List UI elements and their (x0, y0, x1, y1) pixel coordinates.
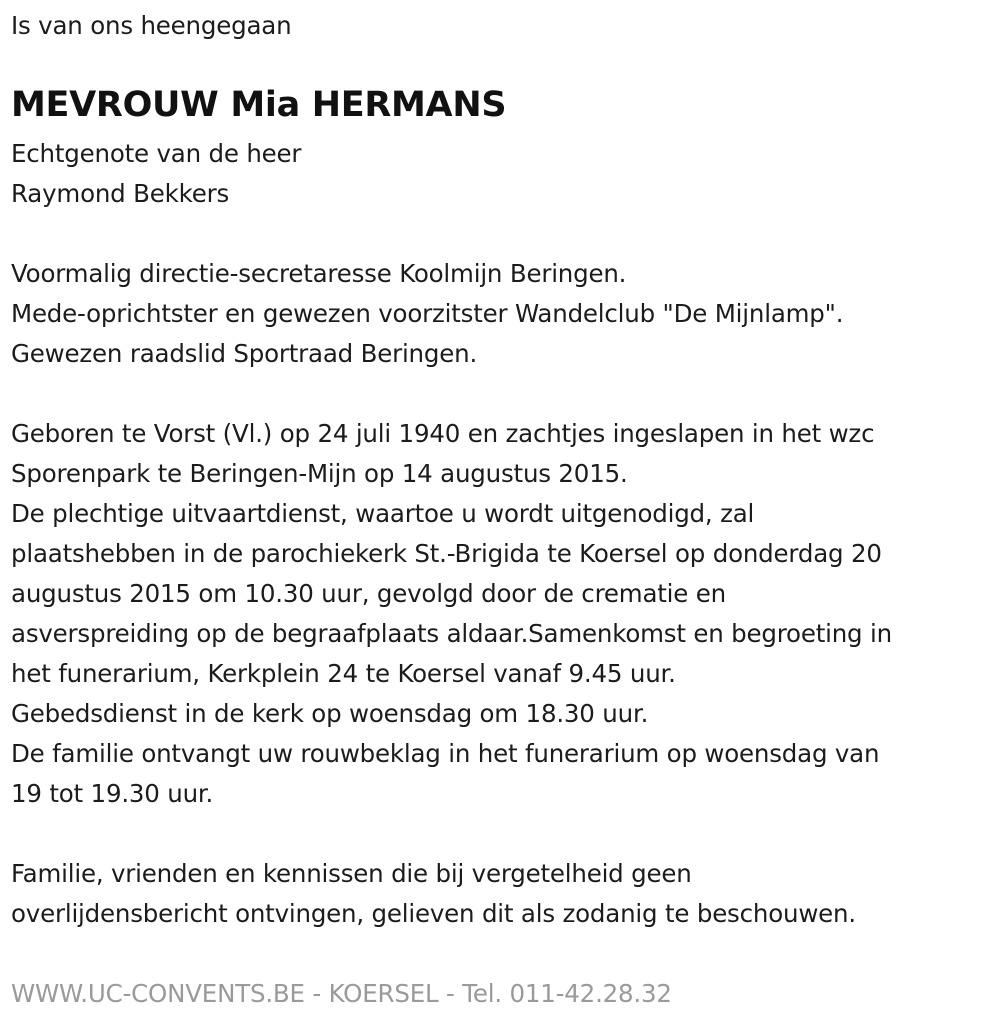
role-line: Mede-oprichtster en gewezen voorzitster Wandelclub "De Mijnlamp". (11, 299, 844, 328)
roles-section (11, 254, 843, 374)
role-line: Voormalig directie-secretaresse Koolmijn Beringen. (11, 259, 627, 288)
closing-line: overlijdensbericht ontvingen, gelieven dit als zodanig te beschouwen. (11, 899, 856, 928)
spouse-line: Raymond Bekkers (11, 179, 230, 208)
detail-line: De plechtige uitvaartdienst, waartoe u wordt uitgenodigd, zal (11, 499, 755, 528)
detail-line: plaatshebben in de parochiekerk St.-Brigida te Koersel op donderdag 20 (11, 539, 882, 568)
detail-line: augustus 2015 om 10.30 uur, gevolgd door de crematie en (11, 579, 726, 608)
detail-line: 19 tot 19.30 uur. (11, 779, 214, 808)
role-line: Gewezen raadslid Sportraad Beringen. (11, 339, 478, 368)
detail-line: De familie ontvangt uw rouwbeklag in het funerarium op woensdag van (11, 739, 880, 768)
closing-section (11, 854, 856, 934)
detail-line: Sporenpark te Beringen-Mijn op 14 augustus 2015. (11, 459, 628, 488)
details-section (11, 414, 892, 814)
spouse-section (11, 134, 301, 214)
deceased-name: MEVROUW Mia HERMANS (11, 85, 507, 125)
footer-contact: WWW.UC-CONVENTS.BE - KOERSEL - Tel. 011-42.28.32 (11, 979, 672, 1008)
detail-line: asverspreiding op de begraafplaats aldaar.Samenkomst en begroeting in (11, 619, 892, 648)
spouse-line: Echtgenote van de heer (11, 139, 302, 168)
detail-line: Gebedsdienst in de kerk op woensdag om 18.30 uur. (11, 699, 649, 728)
detail-line: Geboren te Vorst (Vl.) op 24 juli 1940 en zachtjes ingeslapen in het wzc (11, 419, 875, 448)
detail-line: het funerarium, Kerkplein 24 te Koersel vanaf 9.45 uur. (11, 659, 676, 688)
intro-text: Is van ons heengegaan (11, 11, 292, 40)
closing-line: Familie, vrienden en kennissen die bij vergetelheid geen (11, 859, 692, 888)
